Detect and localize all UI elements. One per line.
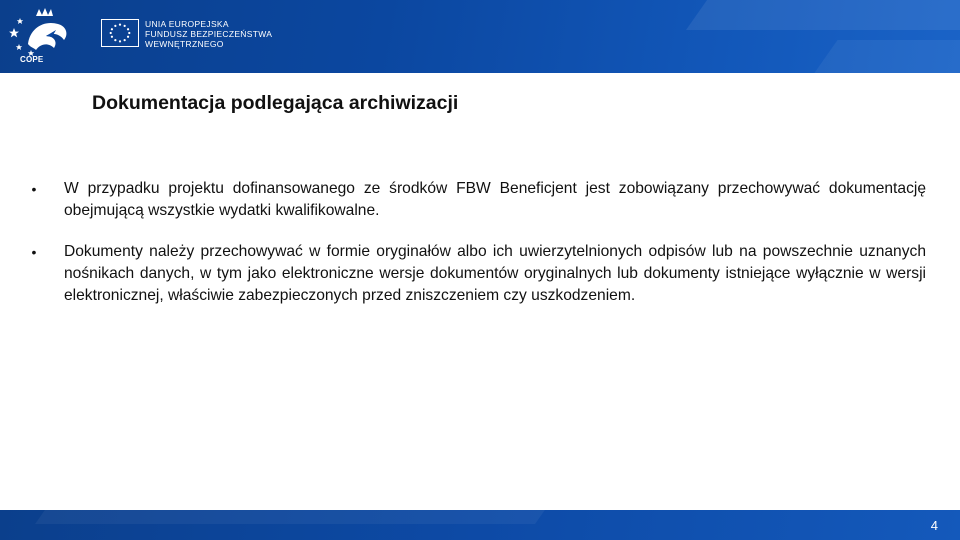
- header-band: [0, 0, 960, 73]
- eu-line-1: UNIA EUROPEJSKA: [145, 19, 229, 29]
- page-number: 4: [930, 518, 938, 533]
- cope-logo-text: COPE: [20, 55, 44, 64]
- bullet-marker: •: [31, 244, 37, 260]
- eu-flag-icon: [101, 19, 139, 47]
- bullet-text: Dokumenty należy przechowywać w formie oryginałów albo ich uwierzytelnionych odpisów lub na powszechnie uznanych nośnikach danych, w tym jako elektroniczne wersje dokumentów oryginalnych lub dokumenty istniejące wyłącznie w wersji elektronicznej, właściwie zabezpieczonych przed zniszczeniem czy uszkodzeniem.: [64, 243, 926, 304]
- bullet-item: [31, 241, 926, 307]
- eu-fund-label: [145, 19, 272, 49]
- footer-band: [0, 510, 960, 540]
- header-decoration: [686, 0, 960, 30]
- eu-line-3: WEWNĘTRZNEGO: [145, 39, 224, 49]
- footer-decoration: [35, 510, 545, 524]
- slide-title: Dokumentacja podlegająca archiwizacji: [92, 92, 459, 114]
- eu-line-2: FUNDUSZ BEZPIECZEŃSTWA: [145, 29, 273, 39]
- bullet-text: W przypadku projektu dofinansowanego ze środków FBW Beneficjent jest zobowiązany przechowywać dokumentację obejmującą wszystkie wydatki kwalifikowalne.: [64, 180, 926, 219]
- bullet-marker: •: [31, 181, 37, 197]
- bullet-item: [31, 178, 926, 222]
- header-decoration-2: [802, 40, 960, 73]
- bullet-list: [31, 178, 926, 326]
